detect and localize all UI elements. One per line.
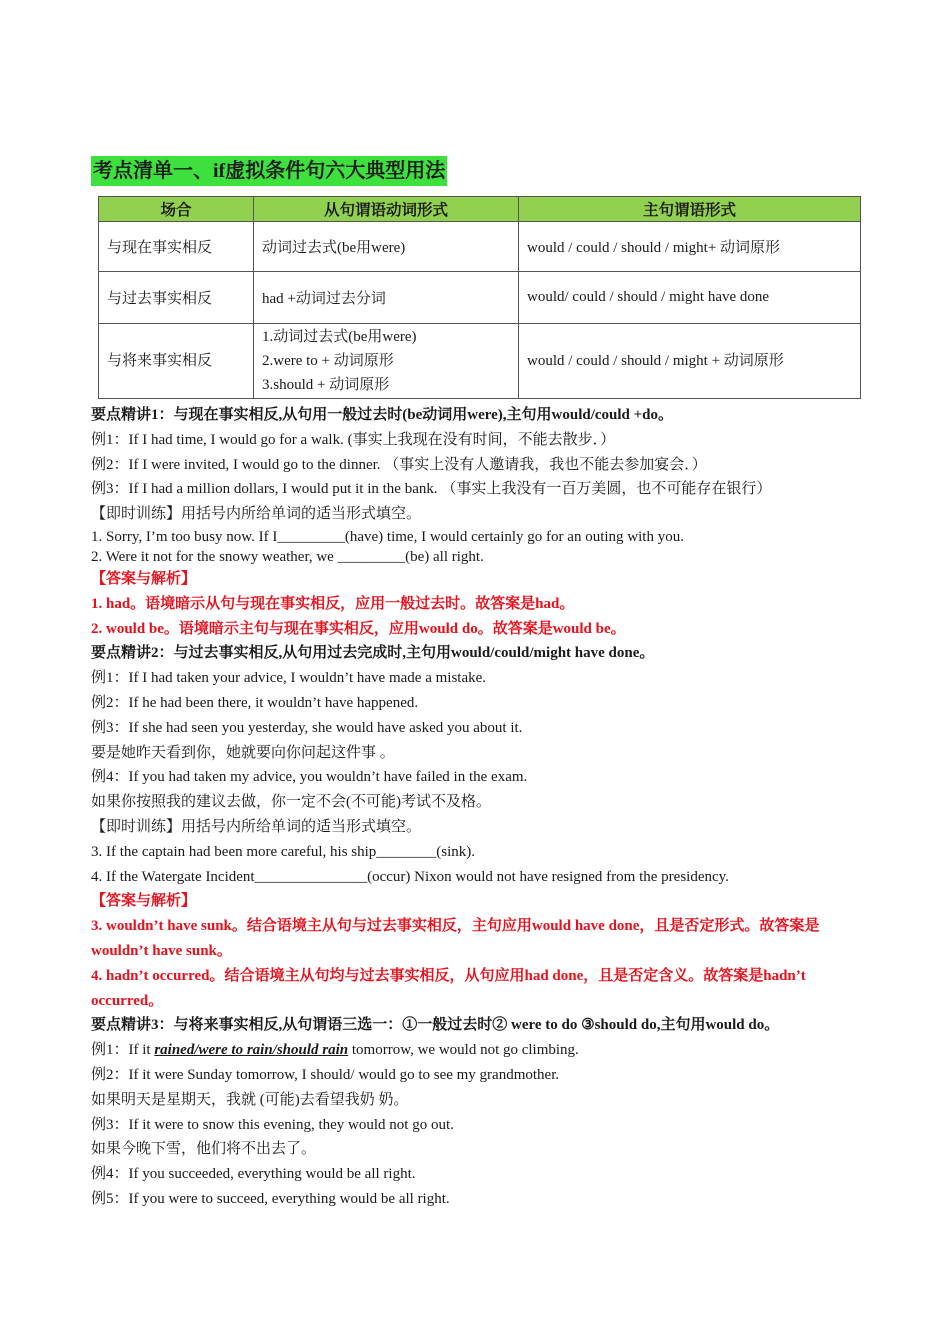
table-row [99, 324, 861, 399]
drill-heading: 【即时训练】用括号内所给单词的适当形式填空。 [91, 818, 422, 835]
point-heading-2: 要点精讲2：与过去事实相反,从句用过去完成时,主句用would/could/might have done。 [91, 645, 655, 662]
example [91, 1038, 866, 1063]
answer: 1. had。语境暗示从句与现在事实相反，应用一般过去时。故答案是had。 [91, 595, 575, 612]
example-translation: 如果今晚下雪，他们将不出去了。 [91, 1141, 317, 1158]
point-heading-3: 要点精讲3：与将来事实相反,从句谓语三选一：①一般过去时② were to do ③should do,主句用would do。 [91, 1017, 780, 1034]
example: 例2：If I were invited, I would go to the dinner. （事实上没有人邀请我，我也不能去参加宴会．） [91, 456, 707, 473]
content-body [91, 403, 866, 1212]
table-cell [254, 324, 519, 399]
answer: 2. would be。语境暗示主句与现在事实相反，应用would do。故答案是would be。 [91, 620, 626, 637]
example: 例4：If you succeeded, everything would be all right. [91, 1166, 416, 1183]
table-cell: 与过去事实相反 [99, 272, 254, 324]
example: 例5：If you were to succeed, everything would be all right. [91, 1190, 450, 1207]
table-header: 从句谓语动词形式 [254, 197, 519, 222]
drill-heading: 【即时训练】用括号内所给单词的适当形式填空。 [91, 506, 422, 523]
answer: 3. wouldn’t have sunk。结合语境主从句与过去事实相反，主句应用would have done，且是否定形式。故答案是wouldn’t have sunk。 [91, 918, 820, 959]
table-row [99, 222, 861, 272]
table-cell: would/ could / should / might have done [519, 272, 861, 324]
example: 例2：If it were Sunday tomorrow, I should/ would go to see my grandmother. [91, 1066, 560, 1083]
answer: 4. hadn’t occurred。结合语境主从句均与过去事实相反，从句应用had done，且是否定含义。故答案是hadn’t occurred。 [91, 967, 806, 1009]
example: 例3：If it were to snow this evening, they would not go out. [91, 1116, 454, 1133]
answer-label: 【答案与解析】 [91, 570, 197, 587]
table-header: 场合 [99, 197, 254, 222]
clause-option: 1.动词过去式(be用were) [262, 329, 417, 345]
table-cell: would / could / should / might + 动词原形 [519, 324, 861, 399]
example-translation: 如果你按照我的建议去做，你一定不会(不可能)考试不及格。 [91, 794, 491, 811]
example: 例2：If he had been there, it wouldn’t have happened. [91, 694, 419, 711]
clause-option: 3.should + 动词原形 [262, 377, 390, 393]
section-title: 考点清单一、if虚拟条件句六大典型用法 [91, 156, 447, 186]
table-row [99, 272, 861, 324]
table-header-row [99, 197, 861, 222]
example-translation: 如果明天是星期天，我就 (可能)去看望我奶 奶。 [91, 1091, 409, 1108]
example: 例3：If she had seen you yesterday, she would have asked you about it. [91, 719, 523, 736]
table-cell: 与将来事实相反 [99, 324, 254, 399]
answer-label: 【答案与解析】 [91, 893, 197, 910]
table-cell: would / could / should / might+ 动词原形 [519, 222, 861, 272]
example-text: 例1：If it [91, 1042, 155, 1059]
example: 例1：If I had time, I would go for a walk. (事实上我现在没有时间，不能去散步．） [91, 431, 616, 448]
example-translation: 要是她昨天看到你，她就要向你问起这件事 。 [91, 744, 395, 761]
exercise-question: 4. If the Watergate Incident_______________(occur) Nixon would not have resigned from the presidency. [91, 868, 729, 885]
example: 例3：If I had a million dollars, I would put it in the bank. （事实上我没有一百万美圆，也不可能存在银行） [91, 481, 772, 498]
table-cell: 与现在事实相反 [99, 222, 254, 272]
table-cell: 动词过去式(be用were) [254, 222, 519, 272]
example: 例1：If I had taken your advice, I wouldn’t have made a mistake. [91, 670, 487, 687]
exercise-question: 3. If the captain had been more careful, his ship________(sink). [91, 843, 476, 860]
emphasized-verb-forms: rained/were to rain/should rain [154, 1042, 349, 1059]
table-header: 主句谓语形式 [519, 197, 861, 222]
exercise-question: 2. Were it not for the snowy weather, we _________(be) all right. [91, 548, 484, 565]
clause-option: 2.were to + 动词原形 [262, 353, 394, 369]
conditional-table [98, 196, 861, 399]
table-cell: had +动词过去分词 [254, 272, 519, 324]
example: 例4：If you had taken my advice, you wouldn’t have failed in the exam. [91, 769, 528, 786]
exercise-question: 1. Sorry, I’m too busy now. If I_________(have) time, I would certainly go for an outing with you. [91, 528, 684, 545]
example-text: tomorrow, we would not go climbing. [348, 1042, 579, 1059]
point-heading-1: 要点精讲1：与现在事实相反,从句用一般过去时(be动词用were),主句用would/could +do。 [91, 407, 674, 423]
